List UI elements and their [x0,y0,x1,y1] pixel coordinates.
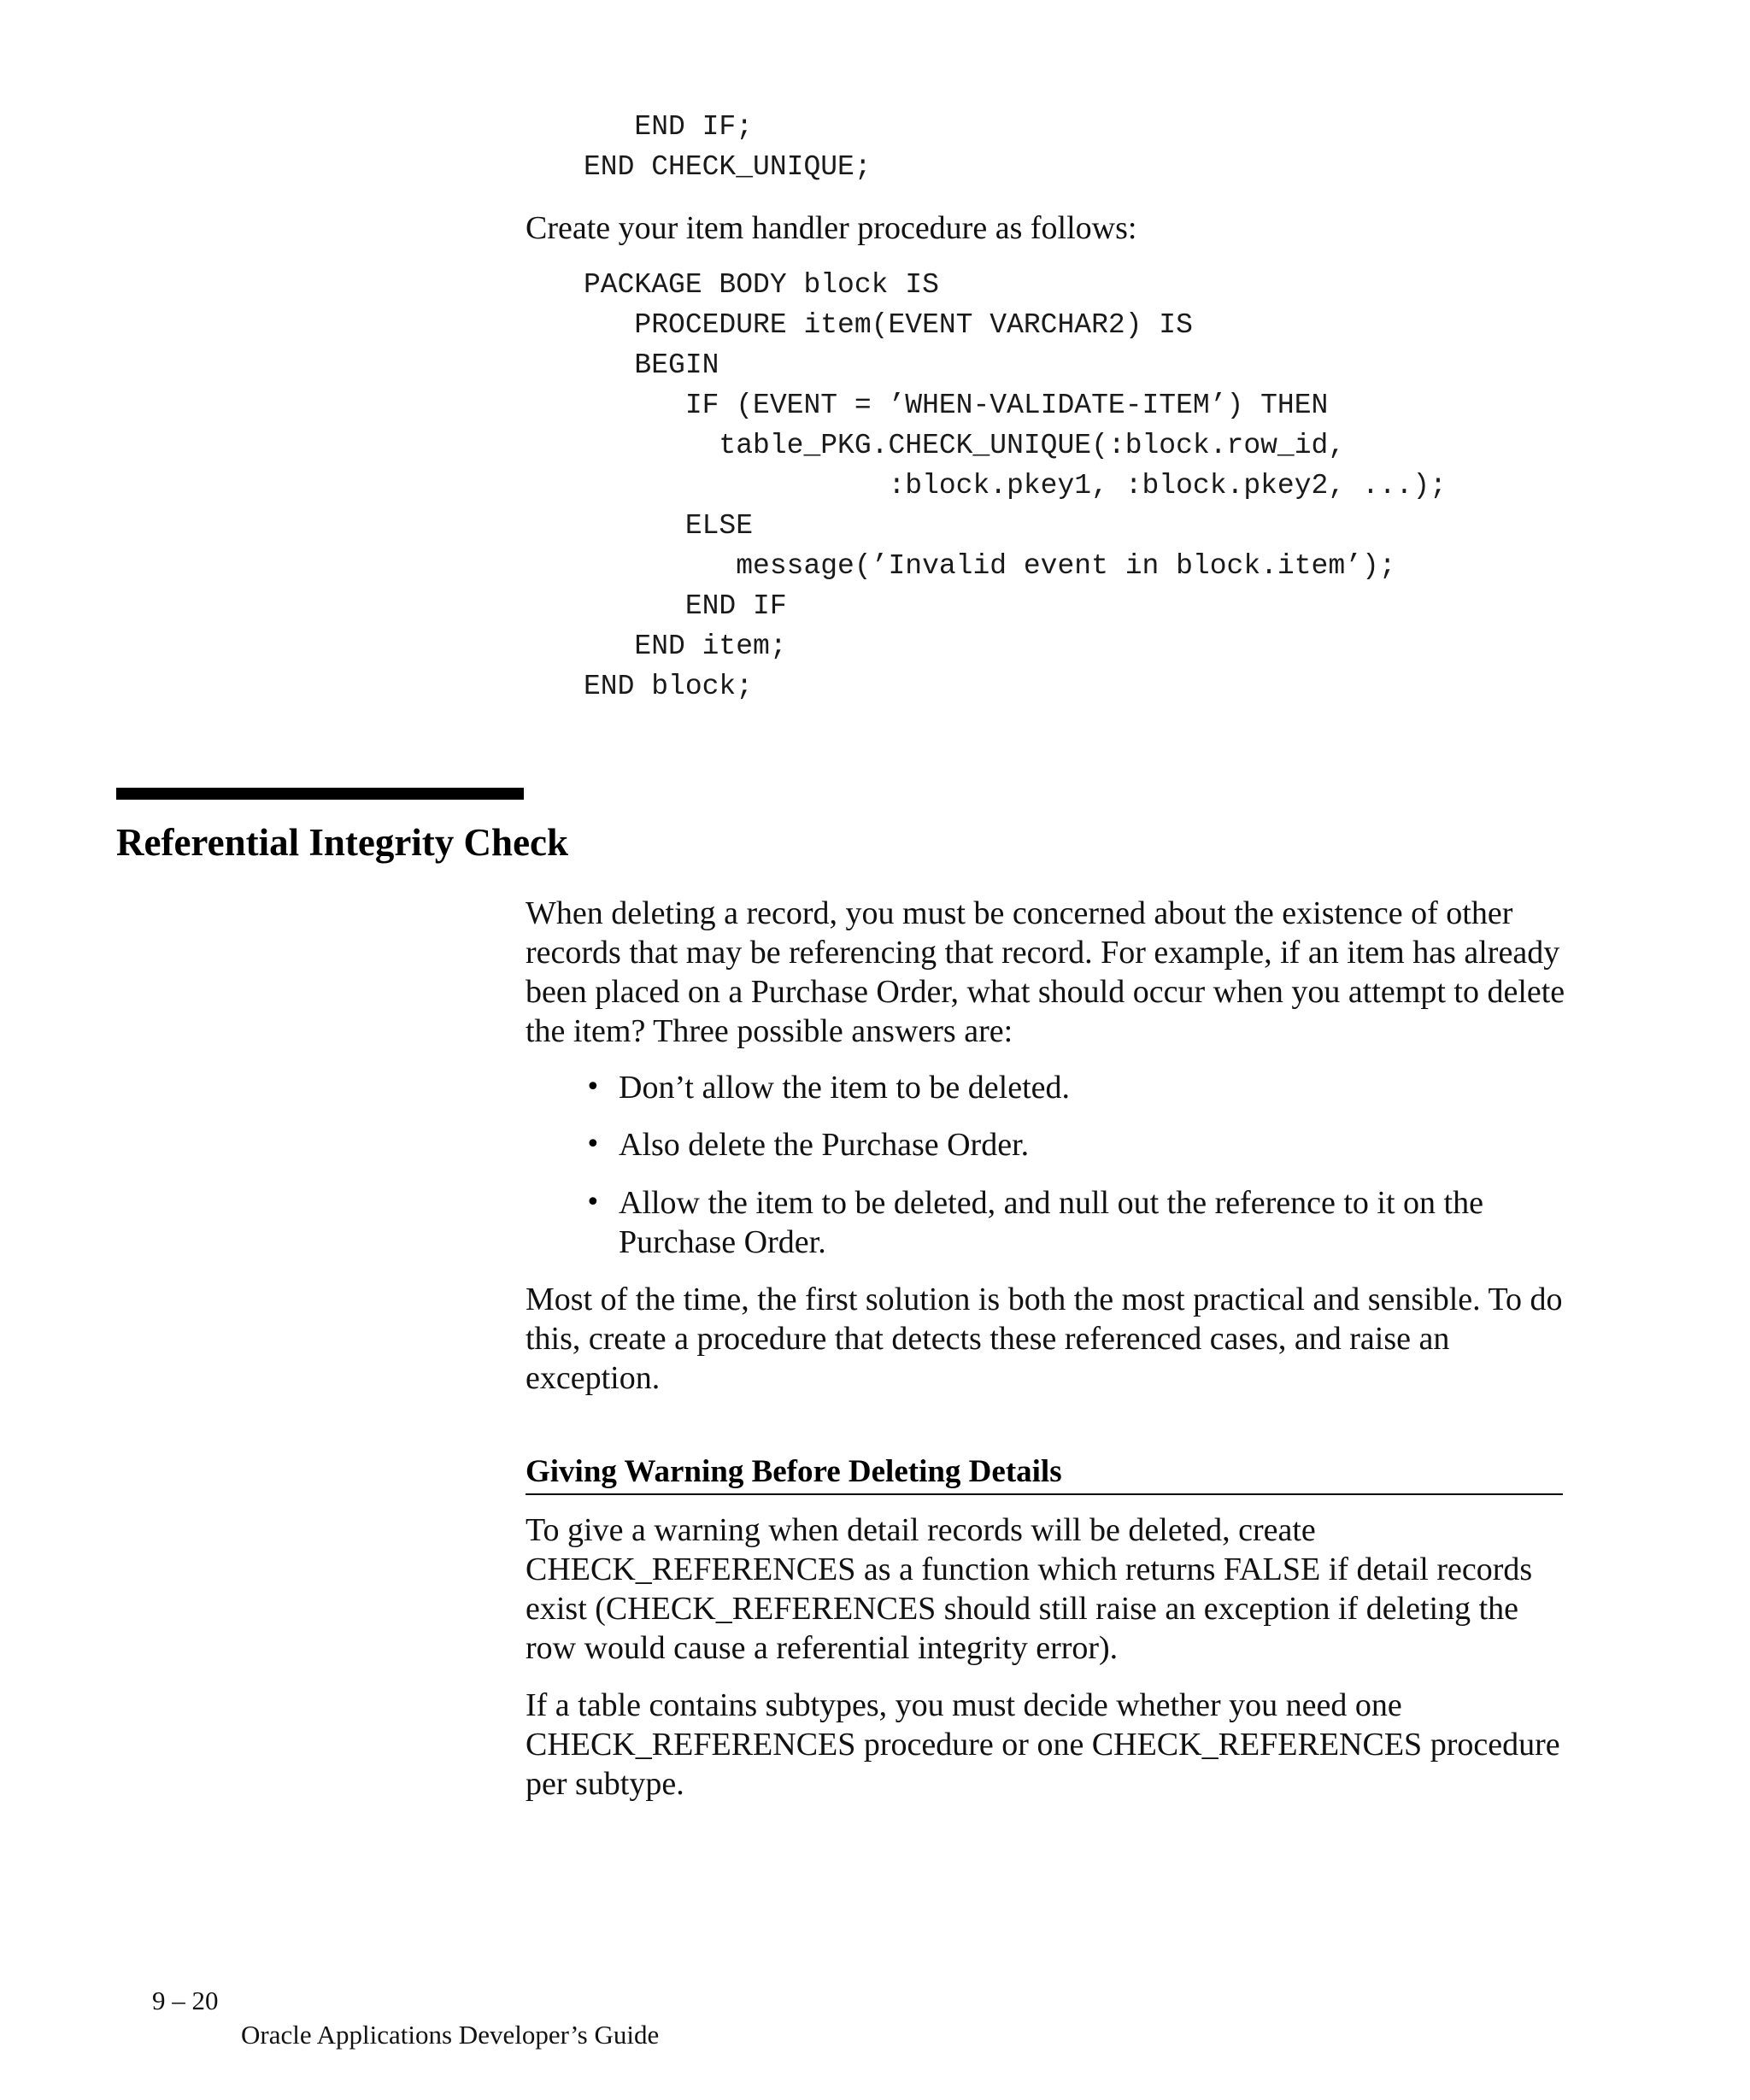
section-heading: Referential Integrity Check [116,821,569,864]
code-line: END IF [584,590,787,622]
code-line: table_PKG.CHECK_UNIQUE(:block.row_id, [584,430,1346,461]
book-title: Oracle Applications Developer’s Guide [241,2020,660,2050]
code-line: ELSE [584,510,754,542]
subsection-heading: Giving Warning Before Deleting Details [526,1454,1062,1489]
intro-paragraph: Create your item handler procedure as follows: [526,210,1137,246]
code-line: :block.pkey1, :block.pkey2, ...); [584,470,1447,502]
code-line: IF (EVENT = ’WHEN-VALIDATE-ITEM’) THEN [584,390,1329,421]
code-line: END block; [584,671,754,702]
subsection-rule [526,1493,1563,1495]
bullet-icon: • [585,1188,601,1217]
subsection-paragraph-1: To give a warning when detail records will be deleted, create CHECK_REFERENCES as a function which returns FALSE if detail records exist (CHECK_REFERENCES should still raise an exception if deleting the row would cause a referential integrity error). [526,1512,1533,1666]
page-number: 9 – 20 [152,1986,219,2015]
bullet-icon: • [585,1072,601,1102]
list-item-text: Don’t allow the item to be deleted. [619,1070,1070,1106]
code-line: END CHECK_UNIQUE; [584,151,872,183]
code-line: PACKAGE BODY block IS [584,269,939,301]
page-footer [126,1950,660,2086]
list-item-text: Allow the item to be deleted, and null out the reference to it on the Purchase Order. [619,1185,1483,1260]
section-paragraph-2: Most of the time, the first solution is both the most practical and sensible. To do this, create a procedure that detects these referenced cases, and raise an exception. [526,1282,1563,1396]
section-rule [116,788,524,800]
bullet-icon: • [585,1129,601,1159]
list-item-text: Also delete the Purchase Order. [619,1127,1030,1163]
code-line: BEGIN [584,349,719,381]
subsection-paragraph-2: If a table contains subtypes, you must decide whether you need one CHECK_REFERENCES procedure or one CHECK_REFERENCES procedure per subtype. [526,1687,1560,1802]
code-line: PROCEDURE item(EVENT VARCHAR2) IS [584,309,1193,341]
code-line: END item; [584,631,787,662]
code-line: message(’Invalid event in block.item’); [584,550,1396,582]
code-block-main [584,269,1447,702]
section-paragraph-1: When deleting a record, you must be concerned about the existence of other records that may be referencing that record. For example, if an item has already been placed on a Purchase Order, what should occur when you attempt to delete the item? Three possible answers are: [526,895,1565,1049]
code-line: END IF; [584,111,754,143]
